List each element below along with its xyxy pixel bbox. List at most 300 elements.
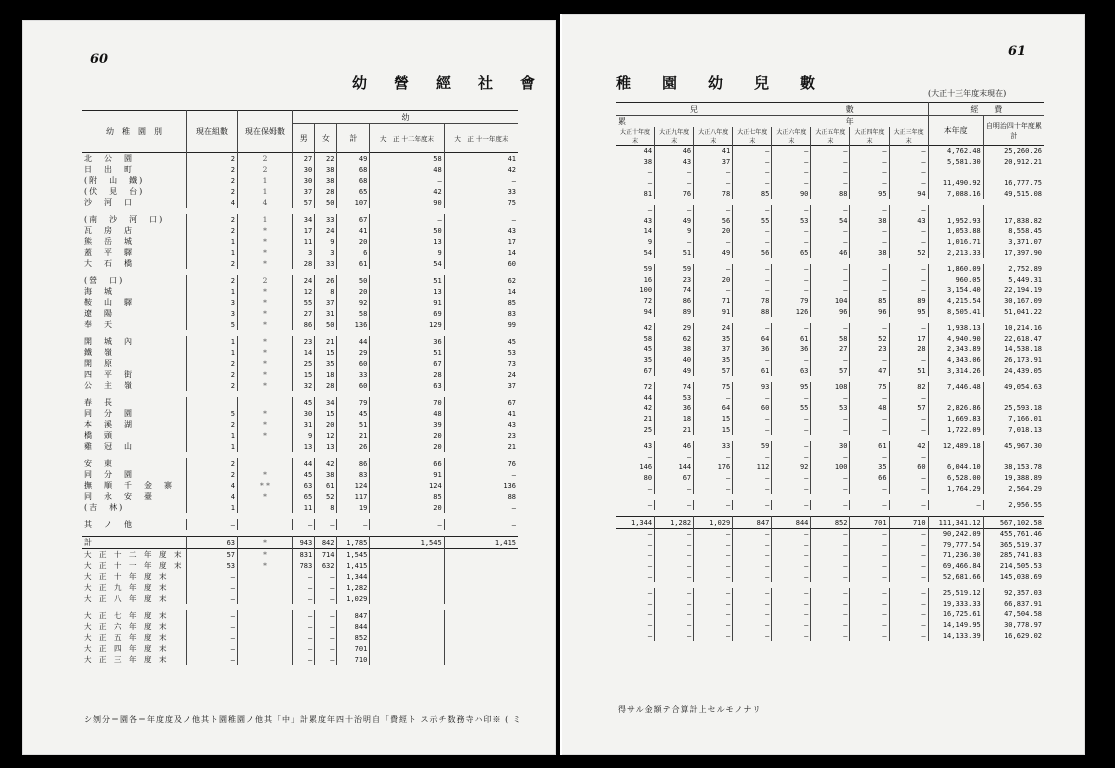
dash-cell: — [772,609,811,620]
t12-cell: 51 [370,347,444,358]
total-cell: 33 [337,369,370,380]
count-cell: 43 [616,216,655,227]
count-cell: 96 [811,306,850,317]
count-cell: — [889,323,928,334]
count-cell: 46 [811,247,850,258]
table-row [616,483,1044,494]
t12-cell: 70 [370,397,444,408]
groups-cell: 5 [187,408,238,419]
count-cell: — [772,473,811,484]
groups-cell: 1 [187,430,238,441]
staff-cell: * * [238,480,293,491]
count-cell: 144 [655,462,694,473]
count-cell: 74 [655,382,694,393]
count-cell: — [655,500,694,511]
table-row [616,344,1044,355]
expense-cell [928,205,983,216]
count-cell: 701 [850,517,889,529]
cumul-expense-cell: 365,519.37 [999,540,1042,549]
cumul-expense-cell [983,167,1044,178]
count-cell: 51 [655,247,694,258]
empty-cell [444,571,518,582]
count-cell: — [889,483,928,494]
table-row [616,216,1044,227]
count-cell: 56 [694,216,733,227]
staff-cell: * [238,560,293,571]
staff-cell: * [238,319,293,330]
expense-cell: 2,343.89 [928,344,983,355]
count-cell: 63 [772,365,811,376]
count-cell: — [772,205,811,216]
table-row [82,408,518,419]
total-cell: 107 [337,197,370,208]
count-cell: — [889,355,928,366]
as-of-note: (大正十三年度末現在) [928,89,1007,98]
total-cell: 49 [337,153,370,165]
boy-cell: 34 [293,214,315,225]
count-cell: 24 [694,323,733,334]
count-cell: 57 [889,403,928,414]
count-cell: 75 [850,382,889,393]
total-cell: 1,545 [337,549,370,561]
year-label: 大 正 五 年 度 末 [82,632,187,643]
dash-cell: — [811,599,850,610]
count-cell: — [733,157,772,168]
t11-cell: 1,415 [494,538,516,547]
history-row [82,549,518,561]
girl-cell: 42 [315,458,337,469]
dash-cell: — [733,529,772,540]
total-cell: 136 [337,319,370,330]
count-cell: 95 [889,306,928,317]
count-cell: 54 [811,216,850,227]
count-cell: 64 [733,334,772,345]
girl-cell: 37 [315,297,337,308]
t12-cell: 28 [370,369,444,380]
staff-cell: 1 [238,214,293,225]
kindergarten-name: (南 沙 河 口) [82,214,187,225]
count-cell: 112 [733,462,772,473]
girl-cell: 34 [315,397,337,408]
total-cell: 117 [337,491,370,502]
count-cell: 14 [616,226,655,237]
count-cell: 52 [850,334,889,345]
col-header-cumul-total: 自明治四十年度累計 [985,121,1042,140]
t11-cell: — [511,520,516,529]
empty-cell [370,610,444,621]
year-label: 大 正 七 年 度 末 [82,610,187,621]
count-cell: — [811,264,850,275]
history-row [82,654,518,665]
empty-cell [370,582,444,593]
girl-cell: 3 [315,247,337,258]
col-header-expense: 經 費 [928,103,1044,116]
table-row [82,480,518,491]
expense-cell: 1,016.71 [928,237,983,248]
table-row [82,164,518,175]
count-cell: — [850,237,889,248]
count-cell: 37 [694,344,733,355]
count-cell: 57 [811,365,850,376]
count-cell: 23 [655,275,694,286]
kindergarten-name: (伏 見 台) [82,186,187,197]
count-cell: 78 [694,188,733,199]
empty-cell [444,621,518,632]
count-cell: — [889,473,928,484]
t11-cell: 62 [507,276,516,285]
count-cell: 20 [694,275,733,286]
table-row [82,519,518,530]
year-label: 大 正 九 年 度 末 [82,582,187,593]
groups-cell: 1 [187,286,238,297]
count-cell: — [655,483,694,494]
empty-cell [370,621,444,632]
table-row [82,502,518,513]
table-row [616,226,1044,237]
count-cell: 104 [811,296,850,307]
count-cell: 64 [694,403,733,414]
girl-cell: — [315,571,337,582]
kindergarten-name: 鞍 山 驛 [82,297,187,308]
expense-cell: 7,446.48 [928,382,983,393]
cumul-expense-cell: 24,439.05 [1004,366,1042,375]
count-cell: — [811,157,850,168]
count-cell: 85 [733,188,772,199]
count-cell: 46 [655,146,694,157]
count-cell: 96 [850,306,889,317]
groups-cell: 2 [187,419,238,430]
count-cell: — [850,323,889,334]
t11-cell: 43 [507,420,516,429]
groups-cell: — [187,632,238,643]
t11-cell: 33 [507,187,516,196]
count-cell: 176 [694,462,733,473]
staff-cell: * [238,491,293,502]
table-row [616,451,1044,462]
t12-cell: 51 [370,275,444,286]
table-row [616,157,1044,168]
staff-cell: * [238,380,293,391]
empty-cell [370,549,444,561]
count-cell: — [811,473,850,484]
cumul-expense-cell: 22,194.19 [1004,286,1042,295]
t11-cell: 37 [507,381,516,390]
cumul-expense-cell [983,392,1044,403]
t12-cell: 48 [370,164,444,175]
cumul-expense-cell: 2,752.89 [1008,265,1042,274]
count-cell: — [889,392,928,403]
count-cell: — [694,473,733,484]
count-cell: — [889,424,928,435]
count-cell: 76 [655,188,694,199]
count-cell: — [811,500,850,511]
history-row [616,599,1044,610]
count-cell: — [733,424,772,435]
boy-cell: 31 [293,419,315,430]
dash-cell: — [616,550,655,561]
count-cell: 88 [733,306,772,317]
cumul-expense-cell: 2,564.29 [1008,484,1042,493]
t11-cell: 43 [507,226,516,235]
expense-cell: 69,466.84 [928,561,983,572]
cumul-expense-cell [983,451,1044,462]
dash-cell: — [889,550,928,561]
total-cell: 1,282 [337,582,370,593]
dash-cell: — [850,540,889,551]
count-cell: 1,344 [616,517,655,529]
total-cell: 710 [337,654,370,665]
kindergarten-name: (營 口) [82,275,187,286]
count-cell: 92 [772,462,811,473]
t11-cell: — [511,176,516,185]
kindergarten-name: 本 溪 湖 [82,419,187,430]
t11-cell: 53 [507,348,516,357]
boy-cell: 3 [293,247,315,258]
dash-cell: — [811,540,850,551]
count-cell: 23 [850,344,889,355]
expense-cell: 1,722.09 [928,424,983,435]
girl-cell: 28 [315,380,337,391]
boy-cell: 783 [293,560,315,571]
history-row [82,571,518,582]
table-row [616,323,1044,334]
t11-cell: 73 [507,359,516,368]
count-cell: — [850,275,889,286]
t11-cell: 41 [507,154,516,163]
dash-cell: — [850,550,889,561]
boy-cell: — [293,610,315,621]
dash-cell: — [733,540,772,551]
table-row [82,491,518,502]
count-cell: 65 [772,247,811,258]
empty-cell [444,610,518,621]
count-cell: 47 [850,365,889,376]
table-row [616,285,1044,296]
expense-cell: 4,215.54 [928,296,983,307]
count-cell: 44 [616,146,655,157]
count-cell: — [733,451,772,462]
count-cell: — [733,205,772,216]
t11-cell: 99 [507,320,516,329]
total-cell: 1,785 [337,537,370,549]
count-cell: 59 [616,264,655,275]
table-row [616,441,1044,452]
staff-cell [238,582,293,593]
history-row [82,643,518,654]
count-cell: — [733,237,772,248]
groups-cell: 3 [187,297,238,308]
cumul-expense-cell: 30,778.97 [1004,621,1042,630]
table-row [82,537,518,549]
count-cell: 852 [811,517,850,529]
count-cell: — [811,167,850,178]
count-cell: — [616,205,655,216]
kindergarten-name: 鐵 嶺 [82,347,187,358]
total-cell: 701 [337,643,370,654]
boy-cell: 17 [293,225,315,236]
girl-cell: 714 [315,549,337,561]
col-header-year: 年 [772,116,928,128]
boy-cell: — [293,519,315,530]
boy-cell: 63 [293,480,315,491]
boy-cell: 11 [293,236,315,247]
dash-cell: — [772,588,811,599]
count-cell: — [694,392,733,403]
t11-cell: 88 [507,492,516,501]
count-cell: 35 [850,462,889,473]
kindergarten-name: 遼 陽 [82,308,187,319]
t12-cell: 20 [370,430,444,441]
count-cell: — [733,483,772,494]
kindergarten-name: 沙 河 口 [82,197,187,208]
table-row [82,441,518,452]
girl-cell: 28 [315,186,337,197]
t11-cell: — [511,503,516,512]
col-header-name: 幼 稚 園 別 [82,111,187,153]
col-header-staff: 現在保姆數 [238,111,293,153]
dash-cell: — [772,529,811,540]
dash-cell: — [694,540,733,551]
table-row [616,392,1044,403]
kindergarten-name: 雞 冠 山 [82,441,187,452]
cumul-expense-cell: 16,629.02 [1004,631,1042,640]
groups-cell: 1 [187,236,238,247]
col-header-year-1: 大正九年度末 [655,127,694,146]
girl-cell: 24 [315,225,337,236]
groups-cell: 2 [187,469,238,480]
right-page-number: 61 [1008,44,1027,59]
cumul-expense-cell: 19,388.89 [1004,473,1042,482]
table-row [82,347,518,358]
dash-cell: — [811,550,850,561]
count-cell: 53 [811,403,850,414]
boy-cell: 27 [293,153,315,165]
count-cell: — [694,237,733,248]
count-cell: 91 [694,306,733,317]
staff-cell: * [238,358,293,369]
total-cell: 6 [337,247,370,258]
dash-cell: — [655,630,694,641]
history-row [616,550,1044,561]
count-cell: 62 [655,334,694,345]
t12-cell: 90 [370,197,444,208]
count-cell: 89 [889,296,928,307]
total-cell: 852 [337,632,370,643]
count-cell: 42 [889,441,928,452]
t12-cell: 54 [370,258,444,269]
count-cell: — [772,167,811,178]
total-cell: 1,415 [337,560,370,571]
staff-cell: * [238,297,293,308]
table-row [82,319,518,330]
t12-cell: 91 [370,297,444,308]
count-cell: 40 [655,355,694,366]
t12-cell: 48 [370,408,444,419]
count-cell: 35 [694,334,733,345]
count-cell: — [889,146,928,157]
count-cell: — [811,414,850,425]
cumul-expense-cell: 567,102.58 [999,518,1042,527]
count-cell: — [889,226,928,237]
count-cell: 36 [772,344,811,355]
count-cell: — [733,392,772,403]
t11-cell: 24 [507,370,516,379]
boy-cell: — [293,654,315,665]
cumul-expense-cell: 10,214.16 [1004,324,1042,333]
count-cell: — [616,451,655,462]
expense-cell: 16,725.61 [928,609,983,620]
count-cell: — [616,483,655,494]
girl-cell: 22 [315,153,337,165]
groups-cell: — [187,643,238,654]
count-cell: — [772,500,811,511]
count-cell: 67 [655,473,694,484]
count-cell: — [772,237,811,248]
table-row [616,424,1044,435]
boy-cell: — [293,593,315,604]
total-cell: 26 [337,441,370,452]
count-cell: — [694,285,733,296]
count-cell: 25 [616,424,655,435]
history-row [82,593,518,604]
count-cell: — [733,264,772,275]
expense-cell [928,392,983,403]
left-kindergarten-table [82,110,518,665]
t12-cell: 13 [370,286,444,297]
count-cell: 15 [694,424,733,435]
t11-cell: 21 [507,442,516,451]
staff-cell [238,643,293,654]
t11-cell: — [511,470,516,479]
girl-cell: 12 [315,430,337,441]
history-row [616,609,1044,620]
dash-cell: — [772,571,811,582]
dash-cell: — [694,630,733,641]
dash-cell: — [772,599,811,610]
empty-cell [444,643,518,654]
kindergarten-name: 奉 天 [82,319,187,330]
count-cell: 108 [811,382,850,393]
expense-cell: 1,669.83 [928,414,983,425]
count-cell: 36 [733,344,772,355]
count-cell: 86 [655,296,694,307]
expense-cell: 19,333.33 [928,599,983,610]
expense-cell: 1,952.93 [928,216,983,227]
count-cell: 49 [694,247,733,258]
count-cell: 43 [655,157,694,168]
count-cell: — [772,178,811,189]
groups-cell: 1 [187,502,238,513]
count-cell: 38 [616,157,655,168]
expense-cell: 3,154.40 [928,285,983,296]
expense-cell: 6,528.00 [928,473,983,484]
count-cell: — [655,237,694,248]
count-cell: — [889,167,928,178]
cumul-expense-cell: 45,967.30 [1004,442,1042,451]
table-row [82,186,518,197]
count-cell: — [694,500,733,511]
groups-cell: 2 [187,258,238,269]
table-row [82,236,518,247]
staff-cell: * [238,347,293,358]
count-cell: — [850,167,889,178]
right-page-title: 稚 園 幼 兒 數 [616,74,824,92]
groups-cell: 2 [187,458,238,469]
t12-cell: 9 [370,247,444,258]
table-row [82,469,518,480]
dash-cell: — [616,620,655,631]
count-cell: — [850,178,889,189]
